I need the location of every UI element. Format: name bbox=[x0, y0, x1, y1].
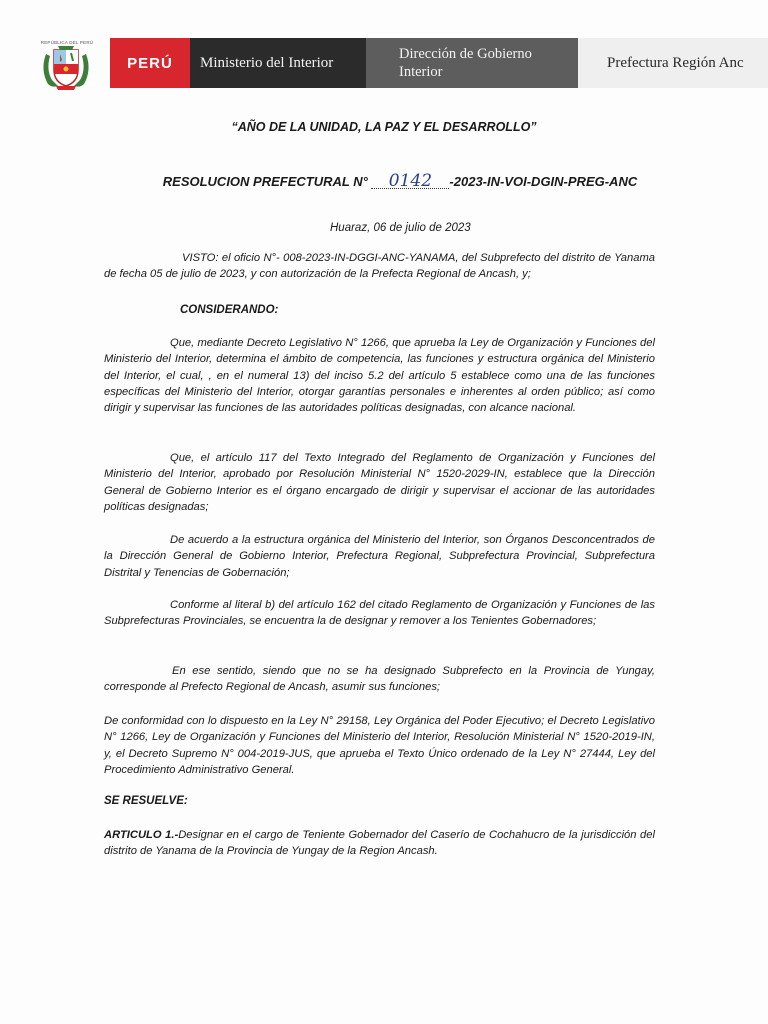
paragraph-4: Conforme al literal b) del artículo 162 del citado Reglamento de Organización y Funciones de las Subprefecturas Provinciales, se encuentra la de designar y remover a los Tenientes Gobernadores; bbox=[104, 599, 655, 628]
year-motto: “AÑO DE LA UNIDAD, LA PAZ Y EL DESARROLLO” bbox=[231, 120, 537, 134]
resuelve-heading: SE RESUELVE: bbox=[104, 795, 188, 807]
visto-paragraph: VISTO: el oficio N°- 008-2023-IN-DGGI-ANC-YANAMA, del Subprefecto del distrito de Yanama de fecha 05 de julio de 2023, y con autorización de la Prefecta Regional de Ancash, y; bbox=[104, 252, 655, 281]
direction-label bbox=[366, 38, 578, 88]
paragraph-6: De conformidad con lo dispuesto en la Ley N° 29158, Ley Orgánica del Poder Ejecutivo; el Decreto Legislativo N° 1266, Ley de Organización y Funciones del Ministerio del Interior, Resolución Ministerial N° 1520-2019-IN, y, el Decreto Supremo N° 004-2019-JUS, que aprueba el Texto Único ordenado de la Ley N° 27444, Ley del Procedimiento Administrativo General. bbox=[104, 715, 655, 776]
considerando-heading: CONSIDERANDO: bbox=[180, 304, 279, 316]
resolution-title bbox=[0, 171, 768, 191]
ministry-label: Ministerio del Interior bbox=[190, 38, 366, 88]
peru-coat-of-arms-icon bbox=[38, 40, 94, 92]
article-1-text: Designar en el cargo de Teniente Gobernador del Caserío de Cochahucro de la jurisdicción del distrito de Yanama de la Provincia de Yungay de la Region Ancash. bbox=[104, 829, 655, 858]
peru-label: PERÚ bbox=[110, 38, 190, 88]
crest-caption: REPÚBLICA DEL PERÚ bbox=[40, 40, 94, 45]
resolution-number: 0142 bbox=[371, 174, 449, 189]
document-date: Huaraz, 06 de julio de 2023 bbox=[330, 222, 471, 234]
resolution-suffix: -2023-IN-VOI-DGIN-PREG-ANC bbox=[449, 174, 638, 189]
article-1 bbox=[104, 827, 655, 860]
direction-label-line2: Interior bbox=[399, 64, 443, 80]
direction-label-line1: Dirección de Gobierno bbox=[399, 46, 532, 62]
resolution-prefix: RESOLUCION PREFECTURAL N° bbox=[162, 174, 368, 189]
paragraph-5: En ese sentido, siendo que no se ha designado Subprefecto en la Provincia de Yungay, corresponde al Prefecto Regional de Ancash, asumir sus funciones; bbox=[104, 665, 655, 694]
paragraph-3: De acuerdo a la estructura orgánica del Ministerio del Interior, son Órganos Desconcentrados de la Dirección General de Gobierno Interior, Prefectura Regional, Subprefectura Provincial, Subprefectura Distrital y Tenencias de Gobernación; bbox=[104, 534, 655, 579]
paragraph-1: Que, mediante Decreto Legislativo N° 1266, que aprueba la Ley de Organización y Funciones del Ministerio del Interior, determina el ámbito de competencia, las funciones y estructura orgánica del Ministerio del Interior, el cual, , en el numeral 13) del inciso 5.2 del artículo 5 establece como una de las funciones específicas del Ministerio del Interior, otorgar garantías personales e inherentes al orden público; así como dirigir y supervisar las funciones de las autoridades políticas designadas, con alcance nacional. bbox=[104, 337, 655, 415]
article-1-label: ARTICULO 1.- bbox=[104, 829, 179, 841]
prefecture-label: Prefectura Región Anc bbox=[578, 38, 768, 88]
paragraph-2: Que, el artículo 117 del Texto Integrado del Reglamento de Organización y Funciones del Ministerio del Interior, aprobado por Resolución Ministerial N° 1520-2029-IN, establece que la Dirección General de Gobierno Interior es el órgano encargado de dirigir y supervisar el accionar de las autoridades políticas designadas; bbox=[104, 452, 655, 513]
